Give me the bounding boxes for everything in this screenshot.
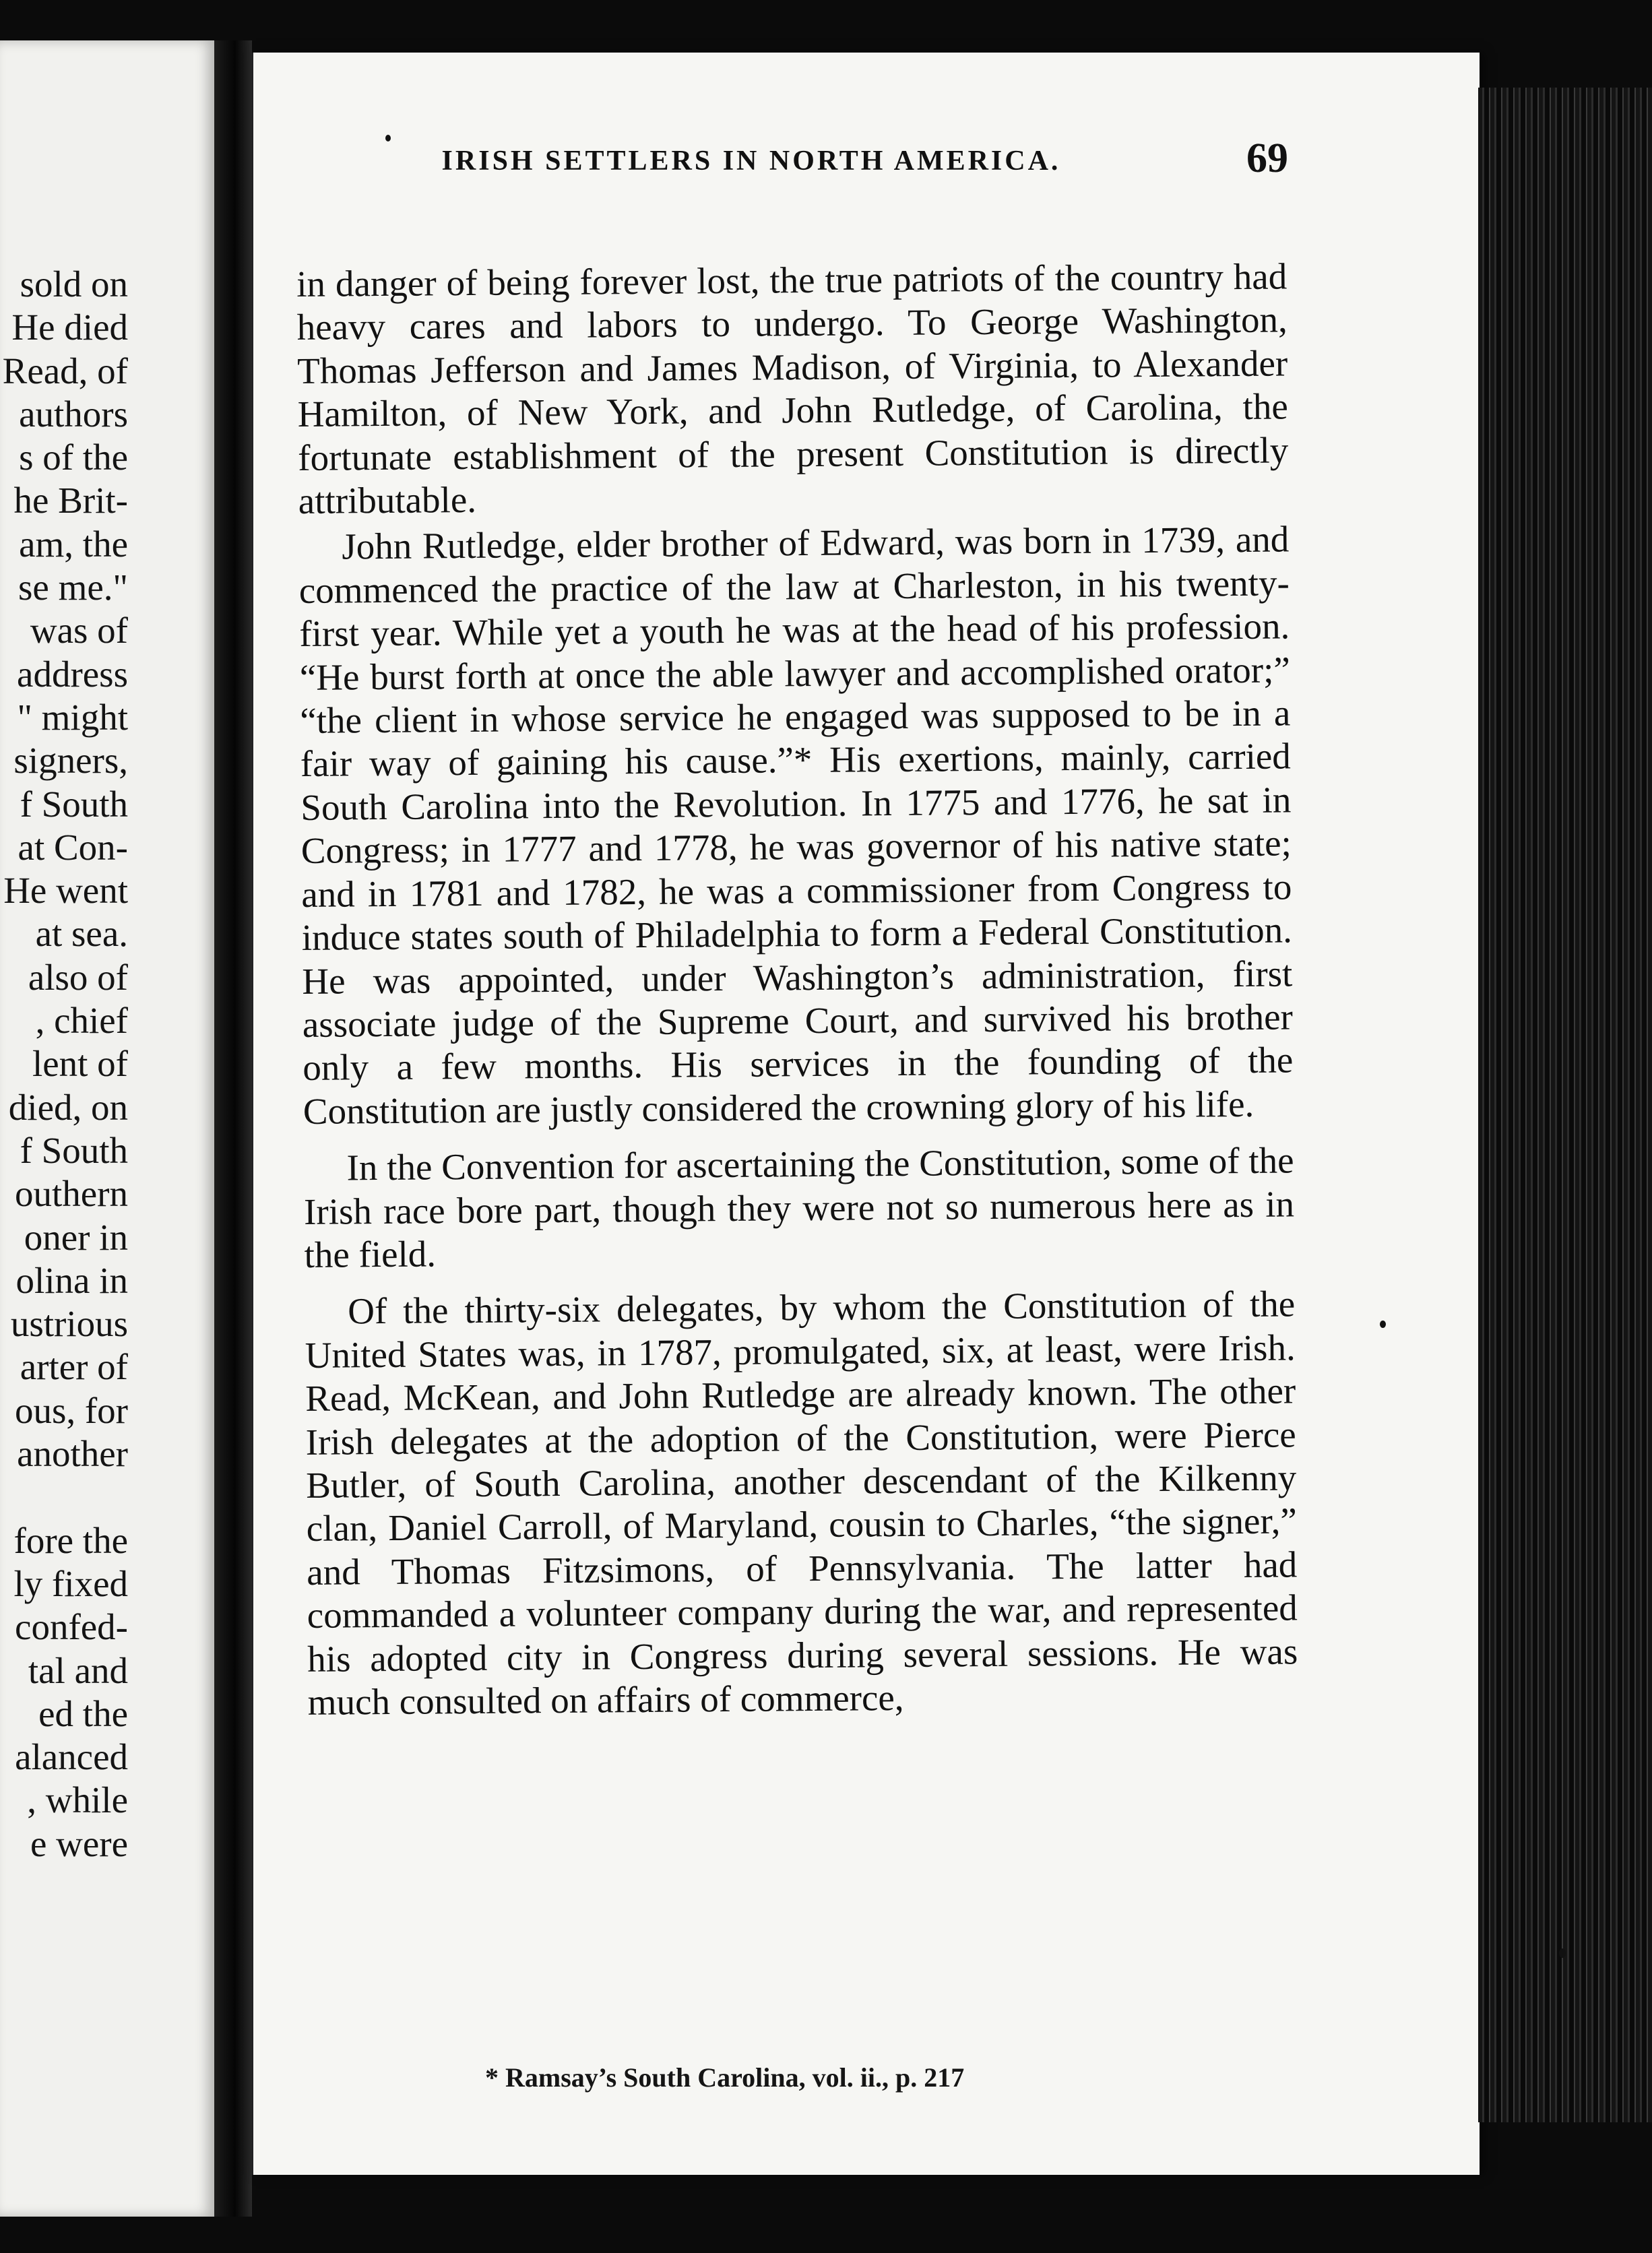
left-page-line: He went [3, 870, 128, 912]
left-page-line: s of the [19, 437, 128, 478]
body-text [296, 255, 1298, 1724]
left-page-line: tal and [28, 1649, 128, 1691]
running-head: IRISH SETTLERS IN NORTH AMERICA. [441, 146, 1061, 177]
left-page-line: Read, of [2, 350, 128, 391]
left-page-line: , chief [35, 1000, 128, 1042]
left-page-line: confed- [15, 1606, 128, 1648]
left-page-line: was of [30, 610, 128, 652]
paragraph-1: in danger of being forever lost, the true patriots of the country had heavy cares and labors to undergo. To George Washington, Thomas Jefferson and James Madison, of Virginia, to Alexander Hamilton, of New York, and John Rutledge, of Carolina, the fortunate establishment of the present Constitution is directly attributable. [296, 255, 1289, 522]
left-page-line: address [17, 653, 128, 695]
left-page-line: f South [20, 1129, 128, 1171]
paragraph-3: In the Convention for ascertaining the Constitution, some of the Irish race bore part, though they were not so numerous here as in the field. [303, 1139, 1295, 1275]
left-page-line: " might [17, 696, 128, 738]
paragraph-2: John Rutledge, elder brother of Edward, was born in 1739, and commenced the practice of the law at Charleston, in his twenty-first year. While yet a youth he was at the head of his profession. “He burst forth at once the able lawyer and accomplished orator;” “the client in whose service he engaged was supposed to be in a fair way of gaining his cause.”* His exertions, mainly, carried South Carolina into the Revolution. In 1775 and 1776, he sat in Congress; in 1777 and 1778, he was governor of his native state; and in 1781 and 1782, he was a commissioner from Congress to induce states south of Philadelphia to form a Federal Constitution. He was appointed, under Washington’s administration, first associate judge of the Supreme Court, and survived his brother only a few months. His services in the founding of the Constitution are justly considered the crowning glory of his life. [298, 518, 1294, 1132]
left-page-text [0, 263, 128, 1866]
left-page-line: arter of [20, 1346, 128, 1388]
page-number: 69 [1246, 135, 1288, 181]
left-page-line: olina in [15, 1259, 128, 1301]
left-page-line: se me." [18, 567, 128, 608]
scan-speck [385, 135, 391, 141]
left-page-line: also of [28, 956, 128, 998]
left-page-line: lent of [32, 1043, 128, 1085]
left-page-line: at sea. [35, 913, 128, 955]
left-page-line: e were [30, 1822, 128, 1864]
left-page-line: outhern [14, 1173, 128, 1215]
footnote: * Ramsay’s South Carolina, vol. ii., p. 217 [485, 2062, 965, 2093]
left-page-line: ous, for [14, 1389, 128, 1431]
left-page-line: ed the [38, 1692, 128, 1734]
left-page-line: he Brit- [13, 480, 128, 521]
left-page-line: fore the [13, 1519, 128, 1561]
left-page-line: authors [19, 393, 128, 435]
left-facing-page [0, 40, 214, 2217]
scan-speck [1559, 1948, 1566, 1958]
left-page-line: am, the [19, 523, 128, 565]
left-page-line: f South [20, 783, 128, 825]
left-page-line: another [17, 1433, 128, 1475]
left-page-line: died, on [8, 1086, 128, 1128]
scan-speck [1380, 1321, 1386, 1328]
paragraph-4: Of the thirty-six delegates, by whom the Constitution of the United States was, in 1787, promulgated, six, at least, were Irish. Read, McKean, and John Rutledge are already known. The other Irish delegates at the adoption of the Constitution, were Pierce Butler, of South Carolina, another descendant of the Kilkenny clan, Daniel Carroll, of Maryland, cousin to Charles, “the signer,” and Thomas Fitzsimons, of Pennsylvania. The latter had commanded a volunteer company during the war, and represented his adopted city in Congress during several sessions. He was much consulted on affairs of commerce, [305, 1283, 1298, 1723]
left-page-line: at Con- [18, 826, 128, 868]
left-page-line: sold on [20, 263, 128, 305]
left-page-line [0, 1475, 128, 1519]
left-page-line: He died [11, 307, 128, 348]
left-page-line: alanced [15, 1736, 128, 1778]
book-gutter [214, 40, 252, 2217]
page-edges [1478, 88, 1652, 2122]
left-page-line: ly fixed [13, 1562, 128, 1604]
left-page-line: ustrious [10, 1303, 128, 1345]
left-page-line: oner in [24, 1216, 128, 1258]
left-page-line: signers, [13, 740, 128, 782]
left-page-line: , while [27, 1779, 128, 1821]
